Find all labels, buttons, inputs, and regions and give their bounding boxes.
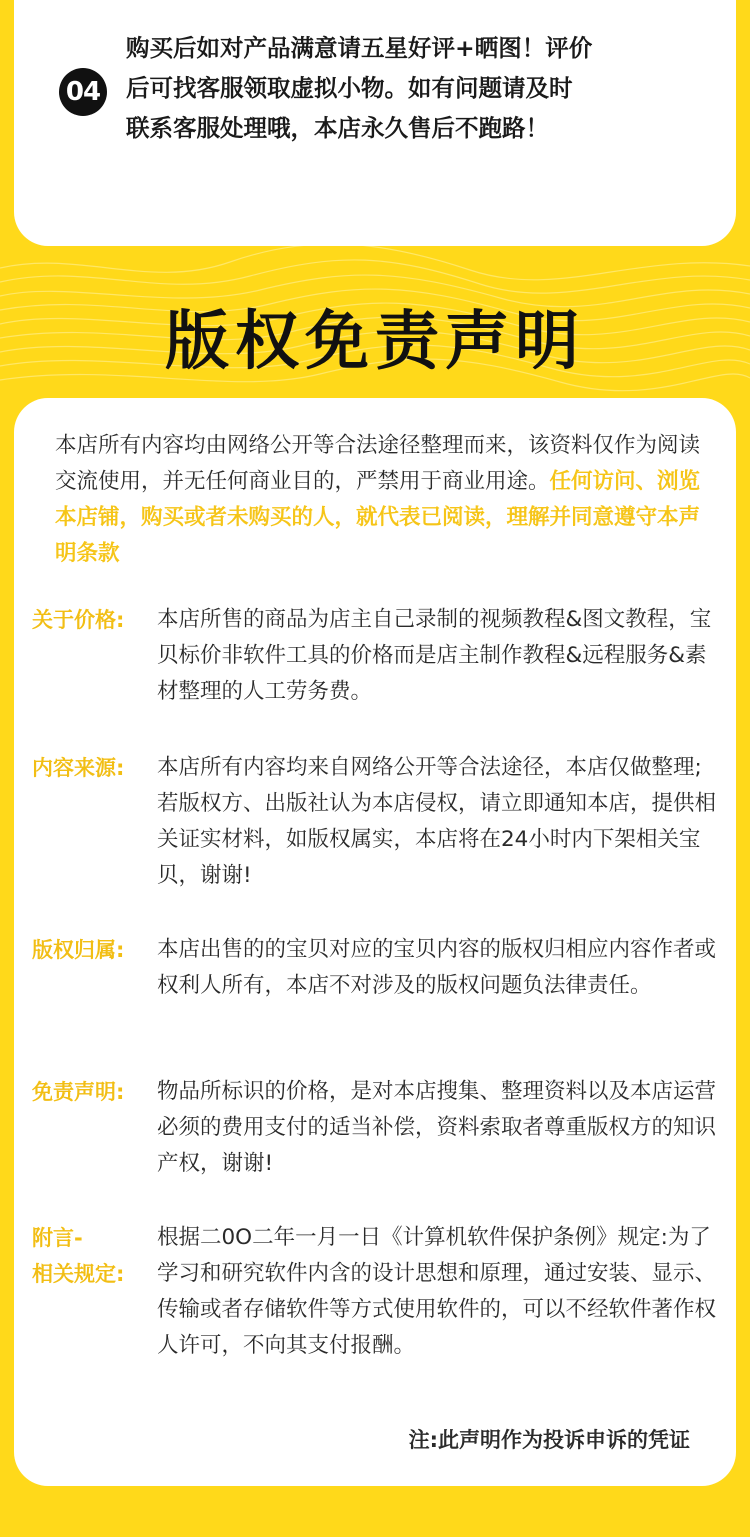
clause-regulation-label-line-2: 相关规定: xyxy=(32,1262,125,1286)
footer-note: 注:此声明作为投诉申诉的凭证 xyxy=(408,1428,690,1452)
clause-regulation-label xyxy=(32,1220,162,1292)
step-badge-04: 04 xyxy=(59,68,107,116)
step-04-line-3: 联系客服处理哦，本店永久售后不跑路！ xyxy=(126,114,549,142)
step-04-line-2: 后可找客服领取虚拟小物。如有问题请及时 xyxy=(126,74,573,102)
clause-disclaimer-text: 物品所标识的价格，是对本店搜集、整理资料以及本店运营必须的费用支付的适当补偿，资料索取者尊重版权方的知识产权，谢谢! xyxy=(157,1079,717,1176)
clause-source-text: 本店所有内容均来自网络公开等合法途径，本店仅做整理;若版权方、出版社认为本店侵权，请立即通知本店，提供相关证实材料，如版权属实，本店将在24小时内下架相关宝贝，谢谢! xyxy=(157,755,717,888)
steps-card xyxy=(14,0,736,246)
intro-highlight-text: 任何访问、浏览本店铺，购买或者未购买的人，就代表已阅读，理解并同意遵守本声明条款 xyxy=(55,469,701,566)
clause-disclaimer-label: 免责声明: xyxy=(32,1080,125,1104)
clause-copyright-label: 版权归属: xyxy=(32,938,125,962)
clause-price-text: 本店所售的商品为店主自己录制的视频教程&图文教程，宝贝标价非软件工具的价格而是店主制作教程&远程服务&素材整理的人工劳务费。 xyxy=(157,607,712,704)
clause-price-label: 关于价格: xyxy=(32,608,125,632)
step-04-text xyxy=(126,28,592,148)
clause-source-label: 内容来源: xyxy=(32,756,125,780)
intro-paragraph xyxy=(55,428,705,572)
clause-regulation-label-line-1: 附言- xyxy=(32,1226,83,1250)
clause-copyright-text: 本店出售的的宝贝对应的宝贝内容的版权归相应内容作者或权利人所有，本店不对涉及的版权问题负法律责任。 xyxy=(157,937,717,998)
step-04-line-1: 购买后如对产品满意请五星好评+晒图！评价 xyxy=(126,34,593,62)
clause-regulation-text: 根据二0O二年一月一日《计算机软件保护条例》规定:为了学习和研究软件内含的设计思想和原理，通过安装、显示、传输或者存储软件等方式使用软件的，可以不经软件著作权人许可，不向其支付报酬。 xyxy=(157,1225,717,1358)
section-title: 版权免责声明 xyxy=(165,305,585,379)
intro-text: 本店所有内容均由网络公开等合法途径整理而来，该资料仅作为阅读交流使用，并无任何商业目的，严禁用于商业用途。 xyxy=(55,433,701,494)
disclaimer-card xyxy=(14,398,736,1486)
